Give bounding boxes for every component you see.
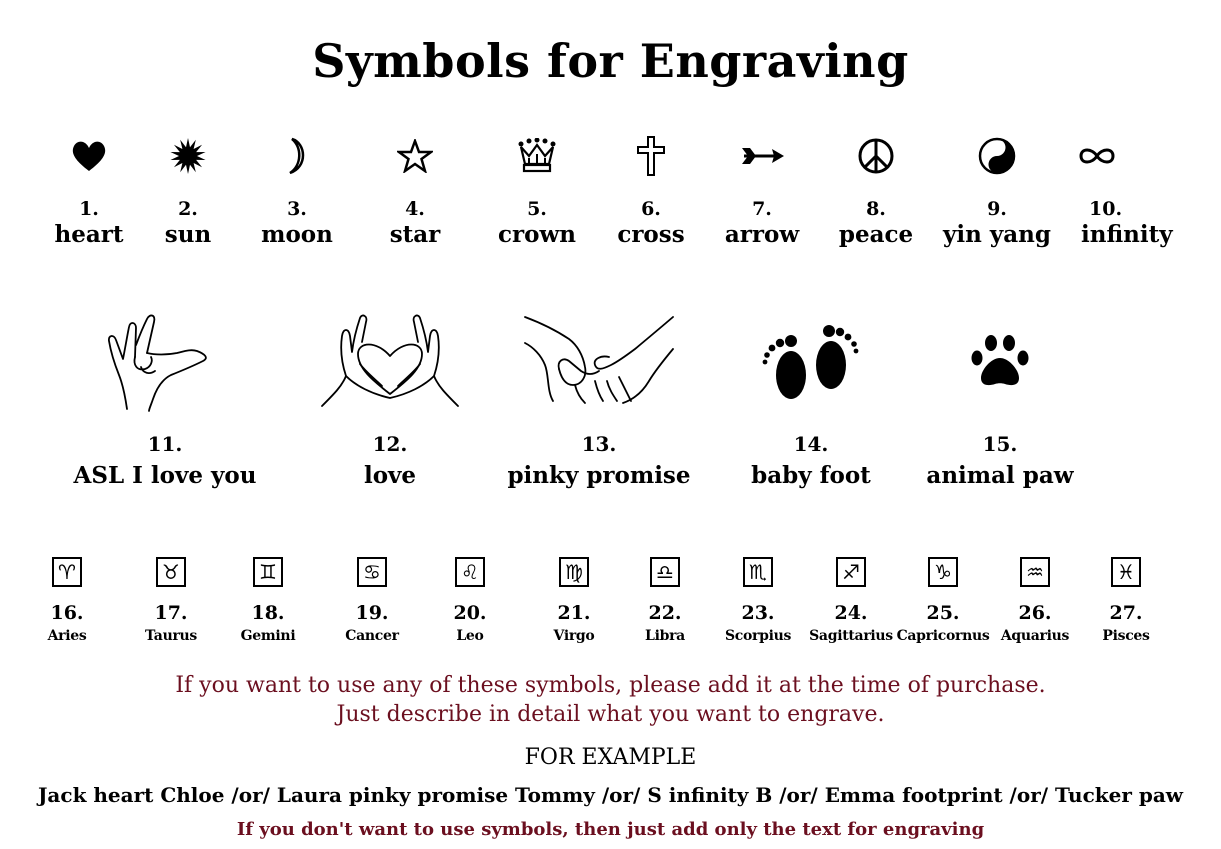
infinity-icon <box>1067 132 1197 180</box>
star-icon <box>350 132 480 180</box>
symbol-pinky-promise: 13. pinky promise <box>484 305 714 495</box>
asl-hand-icon <box>50 305 280 417</box>
example-heading: FOR EXAMPLE <box>524 745 697 770</box>
symbol-infinity: 10. infinity <box>1067 132 1197 250</box>
page-title: Symbols for Engraving <box>312 34 909 88</box>
heart-hands-icon <box>275 305 505 417</box>
symbol-heart: 1. heart <box>24 132 154 250</box>
footer-note: If you don't want to use symbols, then just add only the text for engraving <box>236 819 985 840</box>
symbol-yin-yang: 9. yin yang <box>932 132 1062 250</box>
arrow-icon <box>697 132 827 180</box>
zodiac-gemini: ♊ 18. Gemini <box>216 557 320 648</box>
purchase-instruction: If you want to use any of these symbols, please add it at the time of purchase. <box>175 673 1046 698</box>
symbol-peace: 8. peace <box>811 132 941 250</box>
capricornus-icon: ♑ <box>928 557 958 587</box>
zodiac-capricornus: ♑ 25. Capricornus <box>891 557 995 648</box>
gemini-icon: ♊ <box>253 557 283 587</box>
crown-icon <box>472 132 602 180</box>
pinky-promise-icon <box>484 305 714 417</box>
peace-icon <box>811 132 941 180</box>
symbol-love: 12. love <box>275 305 505 495</box>
moon-icon <box>232 132 362 180</box>
symbol-crown: 5. crown <box>472 132 602 250</box>
zodiac-libra: ♎ 22. Libra <box>613 557 717 648</box>
libra-icon: ♎ <box>650 557 680 587</box>
symbol-animal-paw: 15. animal paw <box>885 305 1115 495</box>
zodiac-sagittarius: ♐ 24. Sagittarius <box>799 557 903 648</box>
zodiac-pisces: ♓ 27. Pisces <box>1074 557 1178 648</box>
zodiac-aquarius: ♒ 26. Aquarius <box>983 557 1087 648</box>
zodiac-aries: ♈ 16. Aries <box>15 557 119 648</box>
zodiac-cancer: ♋ 19. Cancer <box>320 557 424 648</box>
zodiac-leo: ♌ 20. Leo <box>418 557 522 648</box>
cancer-icon: ♋ <box>357 557 387 587</box>
zodiac-scorpius: ♏ 23. Scorpius <box>706 557 810 648</box>
symbol-baby-foot: 14. baby foot <box>696 305 926 495</box>
zodiac-taurus: ♉ 17. Taurus <box>119 557 223 648</box>
symbol-sun: 2. sun <box>123 132 253 250</box>
example-text: Jack heart Chloe /or/ Laura pinky promise Tommy /or/ S infinity B /or/ Emma footprint /or/ Tucker paw <box>37 783 1184 807</box>
zodiac-virgo: ♍ 21. Virgo <box>522 557 626 648</box>
aquarius-icon: ♒ <box>1020 557 1050 587</box>
pisces-icon: ♓ <box>1111 557 1141 587</box>
paw-icon <box>885 305 1115 417</box>
symbol-cross: 6. cross <box>586 132 716 250</box>
taurus-icon: ♉ <box>156 557 186 587</box>
scorpius-icon: ♏ <box>743 557 773 587</box>
yin-yang-icon <box>932 132 1062 180</box>
virgo-icon: ♍ <box>559 557 589 587</box>
symbol-arrow: 7. arrow <box>697 132 827 250</box>
symbol-moon: 3. moon <box>232 132 362 250</box>
describe-instruction: Just describe in detail what you want to engrave. <box>336 702 885 727</box>
aries-icon: ♈ <box>52 557 82 587</box>
sagittarius-icon: ♐ <box>836 557 866 587</box>
symbol-star: 4. star <box>350 132 480 250</box>
leo-icon: ♌ <box>455 557 485 587</box>
symbol-asl-i-love-you: 11. ASL I love you <box>50 305 280 495</box>
